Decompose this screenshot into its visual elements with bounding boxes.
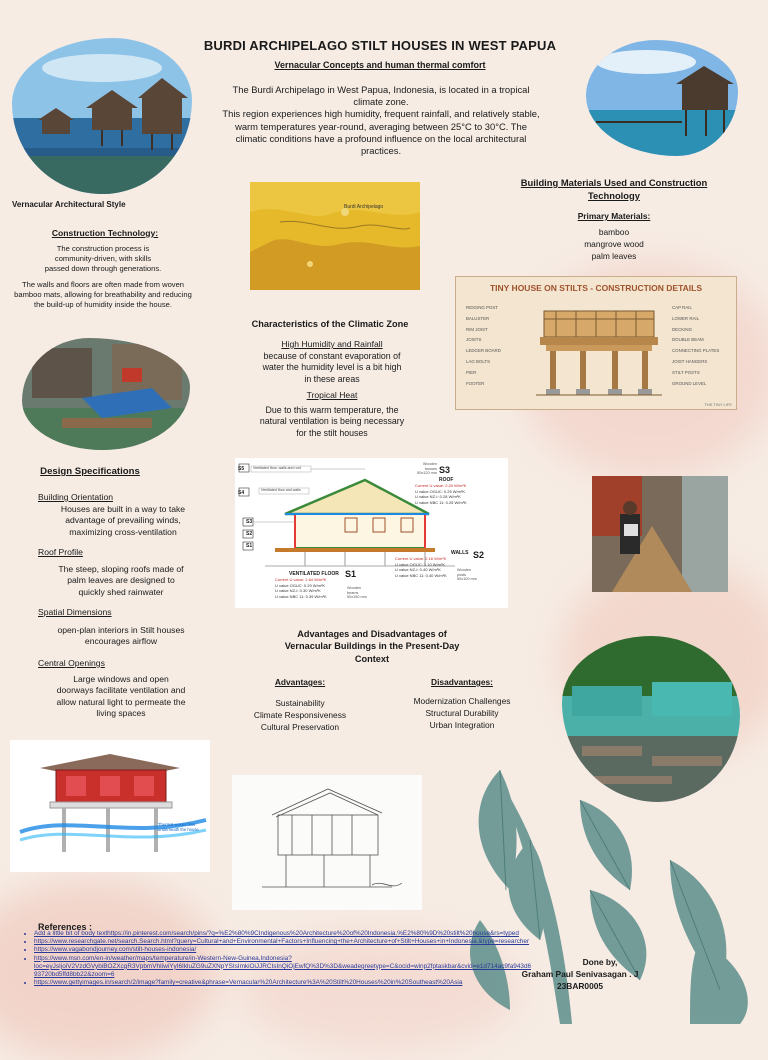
- list-item: mangrove wood: [584, 239, 644, 249]
- list-item: palm leaves: [591, 251, 637, 261]
- reference-link[interactable]: • https://www.vagabondjourney.com/stilt-houses-indonesia/: [34, 946, 534, 954]
- s3-label: S3: [439, 465, 451, 475]
- floor-beam: Wooden beams 50x150 mm: [347, 586, 367, 600]
- stilt-house-sea-photo: [586, 40, 738, 156]
- spatial-text: open-plan interiors in Stilt houses encourages airflow: [57, 625, 185, 647]
- reference-link[interactable]: • https://www.gettyimages.in/search/2/image?family=creative&phrase=Vernacular%20Architecture%3A%20Stilt%20Houses%20in%20Southeast%20Asia: [34, 979, 534, 987]
- spatial-heading: Spatial Dimensions: [38, 607, 112, 617]
- diagram-title: TINY HOUSE ON STILTS - CONSTRUCTION DETAILS: [489, 283, 703, 293]
- section-tag: S2: [246, 531, 253, 537]
- roof-title: ROOF: [439, 477, 454, 483]
- heat-text: Due to this warm temperature, the natural ventilation is being necessary for the stilt houses: [259, 405, 405, 438]
- references-heading: References :: [38, 922, 93, 932]
- design-heading: Design Specifications: [40, 466, 140, 477]
- section-tag: S3: [246, 519, 253, 525]
- materials-heading: Building Materials Used and Construction Technology: [520, 177, 708, 201]
- section-tag-label: Ventilated floor, walls and roof: [253, 466, 301, 470]
- walkway-child-photo: [592, 476, 728, 592]
- reference-link[interactable]: • Add a little bit of body texthttps://in.pinterest.com/search/pins/?q=%E2%80%9CIndigenous%20Architecture%20of%20Indonesia.%E2%80%9D%20stilt%20house&rs=typed: [34, 930, 534, 938]
- climate-heading: Characteristics of the Climatic Zone: [251, 319, 409, 329]
- list-item: Cultural Preservation: [260, 722, 340, 733]
- list-item: bamboo: [598, 227, 630, 237]
- roof-text: The steep, sloping roofs made of palm leaves are designed to quickly shed rainwater: [58, 564, 184, 597]
- stilt-houses-canal-photo: [22, 338, 190, 450]
- humidity-text: because of constant evaporation of water the humidity level is a bit high in these areas: [262, 351, 402, 384]
- roof-heading: Roof Profile: [38, 547, 83, 557]
- reference-link[interactable]: • https://www.researchgate.net/search.Search.html?query=Cultural+and+Environmental+Factors+Influencing+the+Architecture+of+Stilt+Houses+in+Indonesia.&type=researcher: [34, 938, 534, 946]
- walls-title: WALLS: [451, 550, 469, 556]
- floor-values: Current U value: 2.64 W/m²K U value OGUC: 0.29 W/m²K U value NZ-I: 0.30 W/m²K U value NBC 11: 0.39 W/m²K: [275, 577, 327, 599]
- list-item: Structural Durability: [425, 708, 499, 719]
- orientation-text: Houses are built in a way to take advantage of prevailing winds, maximizing cross-ventilation: [60, 504, 186, 537]
- list-item: Sustainability: [275, 698, 325, 708]
- thermal-section-diagram: [235, 458, 508, 608]
- subtitle: Vernacular Concepts and human thermal comfort: [274, 60, 486, 70]
- roof-beam: Wooden trusses 50x120 mm: [417, 462, 437, 476]
- construction-details-diagram: [455, 276, 737, 410]
- walls-values: Current U value: 2.16 W/m²K U value OGUC: 1.10 W/m²K U value NZ-I: 0.40 W/m²K U value NBC 11: 0.40 W/m²K: [395, 556, 447, 578]
- reference-link[interactable]: • https://www.msn.com/en-in/weather/maps/temperature/in-Western-New-Guinea,Indonesia?loc=eyJsIjoiV2VzdGVybiBOZXcgR3VpbmVhIiwiYyI6IkluZG9uZXNpYSIsImkiOiJJRCIsInQiOjEwfQ%3D%3D&weadegreetype=C&ocid=winp2fptaskbar&cvid=e1d714ac9fa943d693720bd5ffd8bb22&zoom=6: [34, 955, 534, 980]
- section-tag: S4: [238, 490, 245, 496]
- s1-label: S1: [345, 569, 357, 579]
- diagram-right-labels: CAP RAIL LOWER RAIL DECKING DOUBLE BEAM CONNECTING PLATES JOIST HANGERS STILT POSTS GROUND LEVEL: [672, 305, 720, 386]
- diagram-credit: THE TINY LIFE: [704, 402, 732, 407]
- openings-heading: Central Openings: [38, 658, 105, 668]
- section-tag-label: Ventilated floor and walls: [261, 488, 301, 492]
- disadvantages-list: [392, 695, 532, 732]
- section-tag: S5: [238, 466, 245, 472]
- openings-text: Large windows and open doorways facilitate ventilation and allow natural light to permeate the living spaces: [56, 674, 186, 719]
- primary-materials-heading: Primary Materials:: [577, 211, 651, 221]
- list-item: Climate Responsiveness: [253, 710, 347, 721]
- materials-list: [554, 226, 674, 262]
- humidity-heading: High Humidity and Rainfall: [281, 339, 383, 349]
- advantages-heading: Advantages:: [274, 677, 326, 687]
- construction-heading: Construction Technology:: [51, 228, 159, 238]
- render-caption: Thermal waves flow underneath the house: [158, 822, 199, 832]
- list-item: Modernization Challenges: [413, 696, 511, 706]
- references-list: [20, 930, 534, 987]
- vernacular-style-label: Vernacular Architectural Style: [12, 200, 126, 209]
- map-label: Burdi Archipelago: [344, 204, 384, 210]
- section-tag: S1: [246, 543, 253, 549]
- diagram-left-labels: RIDGING POST BALUSTER RIM JOIST JOISTS LEDGER BOARD LAG BOLTS PIER FOOTER: [466, 305, 501, 386]
- walls-beam: Wooden posts 50x100 mm: [457, 568, 477, 582]
- disadvantages-heading: Disadvantages:: [431, 677, 493, 687]
- house-sketch: [232, 775, 422, 910]
- page-title: BURDI ARCHIPELAGO STILT HOUSES IN WEST PAPUA: [203, 38, 557, 53]
- intro-paragraph: The Burdi Archipelago in West Papua, Indonesia, is located in a tropical climate zone. This region experiences high humidity, frequent rainfall, and relatively stable, warm temperatures year-round, averaging between 25°C to 30°C. The climatic conditions have a profound influence on the local architectural practices.: [222, 84, 540, 157]
- roof-values: Current U value: 2.20 W/m²K U value OGUC: 0.25 W/m²K U value NZ-I: 0.28 W/m²K U value NBC 11: 0.25 W/m²K: [415, 483, 467, 505]
- floor-title: VENTILATED FLOOR: [289, 571, 339, 577]
- heat-heading: Tropical Heat: [306, 390, 358, 400]
- orientation-heading: Building Orientation: [38, 492, 114, 502]
- adv-heading: Advantages and Disadvantages of Vernacular Buildings in the Present-Day Context: [284, 629, 460, 664]
- region-map: [250, 182, 420, 290]
- stilt-village-photo: [12, 38, 192, 194]
- house-render-diagram: [10, 740, 210, 872]
- list-item: Urban Integration: [429, 720, 495, 731]
- credits: Done by, Graham Paul Senivasagan . J 23BAR0005: [521, 957, 639, 991]
- s2-label: S2: [473, 550, 485, 560]
- construction-text: The construction process is community-driven, with skills passed down through generations. The walls and floors are often made from woven bamboo mats, allowing for breathability and reducing the build-up of humidity inside the house.: [14, 244, 192, 309]
- advantages-list: [230, 697, 370, 734]
